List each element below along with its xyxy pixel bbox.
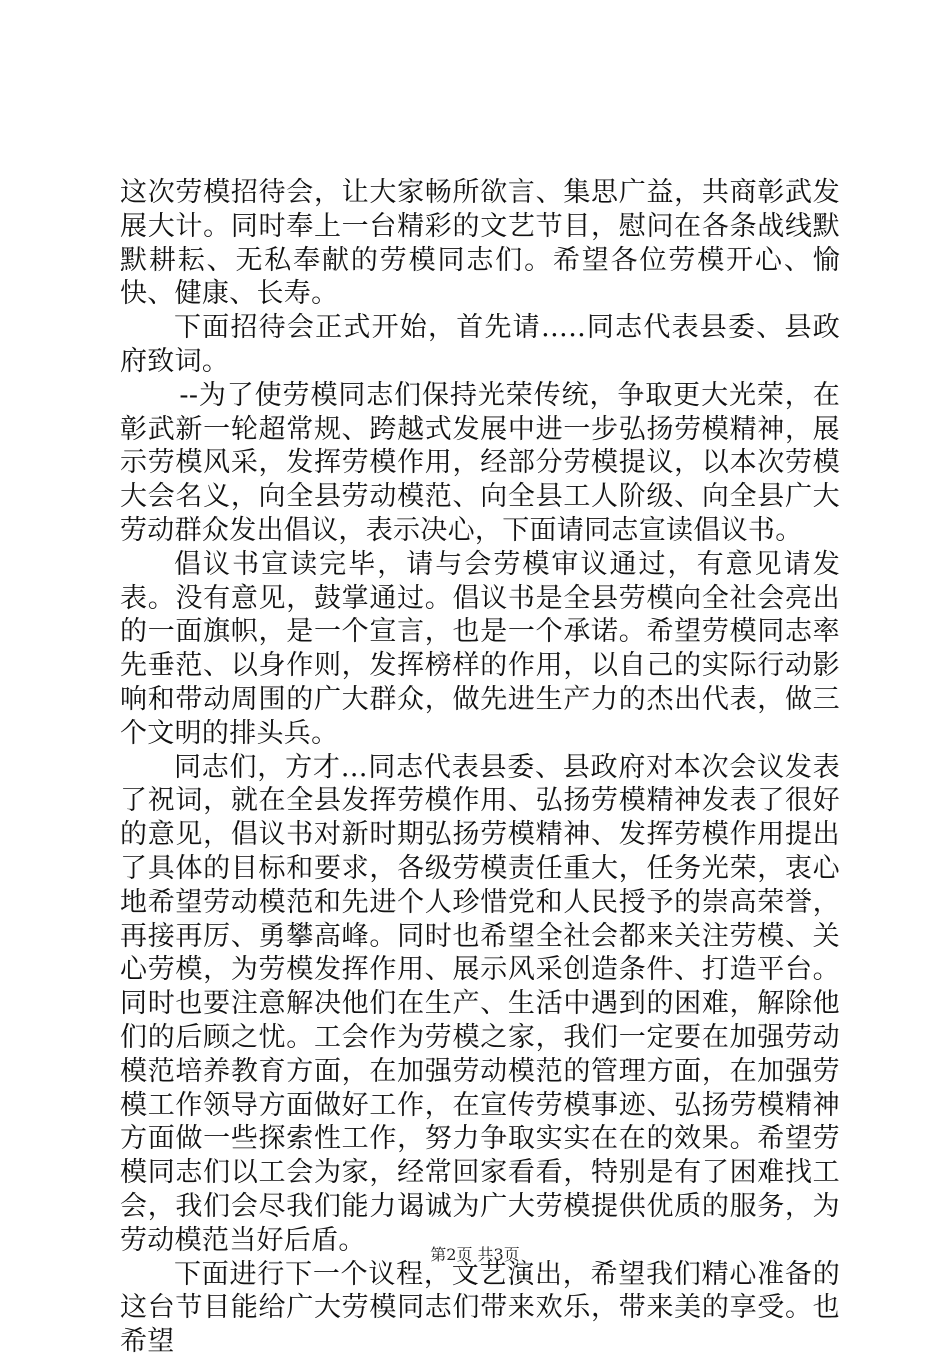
paragraph-3: --为了使劳模同志们保持光荣传统，争取更大光荣，在彰武新一轮超常规、跨越式发展中进一步弘扬劳模精神，展示劳模风采，发挥劳模作用，经部分劳模提议，以本次劳模大会名义，向全县劳动模范、向全县工人阶级、向全县广大劳动群众发出倡议，表示决心，下面请同志宣读倡议书。 [120,379,840,546]
document-body [120,176,840,1359]
paragraph-5: 同志们，方才…同志代表县委、县政府对本次会议发表了祝词，就在全县发挥劳模作用、弘扬劳模精神发表了很好的意见，倡议书对新时期弘扬劳模精神、发挥劳模作用提出了具体的目标和要求，各级劳模责任重大，任务光荣，衷心地希望劳动模范和先进个人珍惜党和人民授予的崇高荣誉，再接再厉、勇攀高峰。同时也希望全社会都来关注劳模、关心劳模，为劳模发挥作用、展示风采创造条件、打造平台。同时也要注意解决他们在生产、生活中遇到的困难，解除他们的后顾之忧。工会作为劳模之家，我们一定要在加强劳动模范培养教育方面，在加强劳动模范的管理方面，在加强劳模工作领导方面做好工作，在宣传劳模事迹、弘扬劳模精神方面做一些探索性工作，努力争取实实在在的效果。希望劳模同志们以工会为家，经常回家看看，特别是有了困难找工会，我们会尽我们能力谒诚为广大劳模提供优质的服务，为劳动模范当好后盾。 [120,751,840,1256]
paragraph-2: 下面招待会正式开始，首先请…..同志代表县委、县政府致词。 [120,312,840,377]
page-number-footer: 第2页 共3页 [430,1245,520,1264]
paragraph-1: 这次劳模招待会，让大家畅所欲言、集思广益，共商彰武发展大计。同时奉上一台精彩的文艺节目，慰问在各条战线默默耕耘、无私奉献的劳模同志们。希望各位劳模开心、愉快、健康、长寿。 [120,177,840,310]
paragraph-6: 下面进行下一个议程，文艺演出，希望我们精心准备的这台节目能给广大劳模同志们带来欢乐，带来美的享受。也希望 [120,1258,840,1358]
paragraph-4: 倡议书宣读完毕，请与会劳模审议通过，有意见请发表。没有意见，鼓掌通过。倡议书是全县劳模向全社会亮出的一面旗帜，是一个宣言，也是一个承诺。希望劳模同志率先垂范、以身作则，发挥榜样的作用，以自己的实际行动影响和带动周围的广大群众，做先进生产力的杰出代表，做三个文明的排头兵。 [120,548,840,749]
